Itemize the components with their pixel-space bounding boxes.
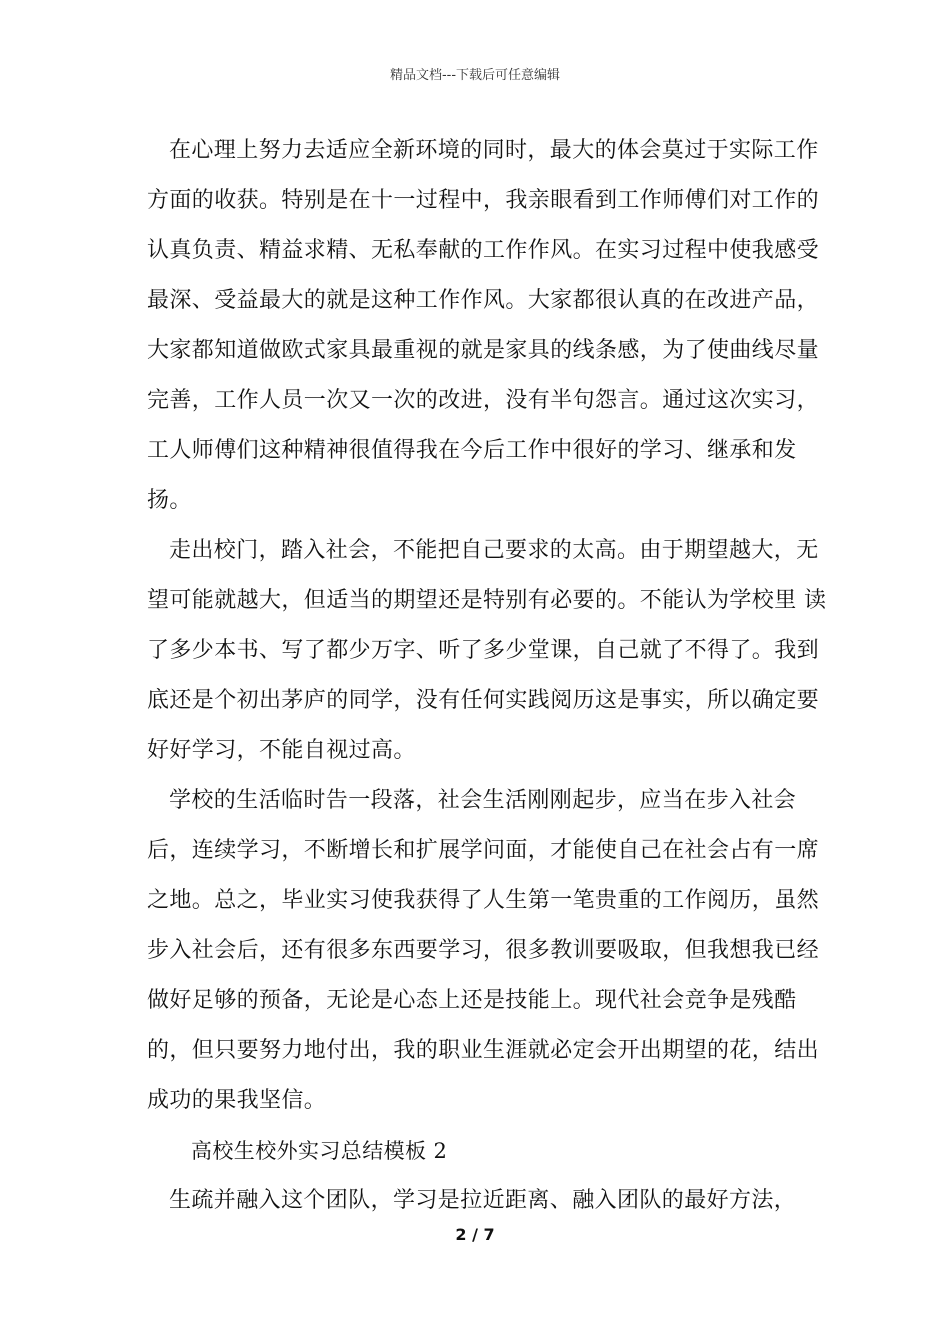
paragraph: 在心理上努力去适应全新环境的同时，最大的体会莫过于实际工作方面的收获。特别是在十一过程中，我亲眼看到工作师傅们对工作的认真负责、精益求精、无私奉献的工作作风。在实习过程中使我感受最深、受益最大的就是这种工作作风。大家都很认真的在改进产品，大家都知道做欧式家具最重视的就是家具的线条感，为了使曲线尽量完善，工作人员一次又一次的改进，没有半句怨言。通过这次实习，工人师傅们这种精神很值得我在今后工作中很好的学习、继承和发扬。 (147, 138, 820, 513)
section-title: 高校生校外实习总结模板 2 (191, 1139, 448, 1163)
document-body (147, 126, 827, 1226)
page-number: 2 / 7 (455, 1225, 495, 1244)
page-header: 精品文档---下载后可任意编辑 (389, 68, 561, 83)
paragraph: 生疏并融入这个团队，学习是拉近距离、融入团队的最好方法， (169, 1188, 797, 1213)
paragraph: 走出校门，踏入社会，不能把自己要求的太高。由于期望越大，无望可能就越大，但适当的期望还是特别有必要的。不能认为学校里 读了多少本书、写了都少万字、听了多少堂课，自己就了不得了。我到底还是个初出茅庐的同学，没有任何实践阅历这是事实，所以确定要好好学习，不能自视过高。 (147, 538, 827, 763)
paragraph: 学校的生活临时告一段落，社会生活刚刚起步，应当在步入社会后，连续学习，不断增长和扩展学问面，才能使自己在社会占有一席之地。总之，毕业实习使我获得了人生第一笔贵重的工作阅历，虽然步入社会后，还有很多东西要学习，很多教训要吸取，但我想我已经做好足够的预备，无论是心态上还是技能上。现代社会竞争是残酷的，但只要努力地付出，我的职业生涯就必定会开出期望的花，结出成功的果我坚信。 (147, 788, 820, 1113)
